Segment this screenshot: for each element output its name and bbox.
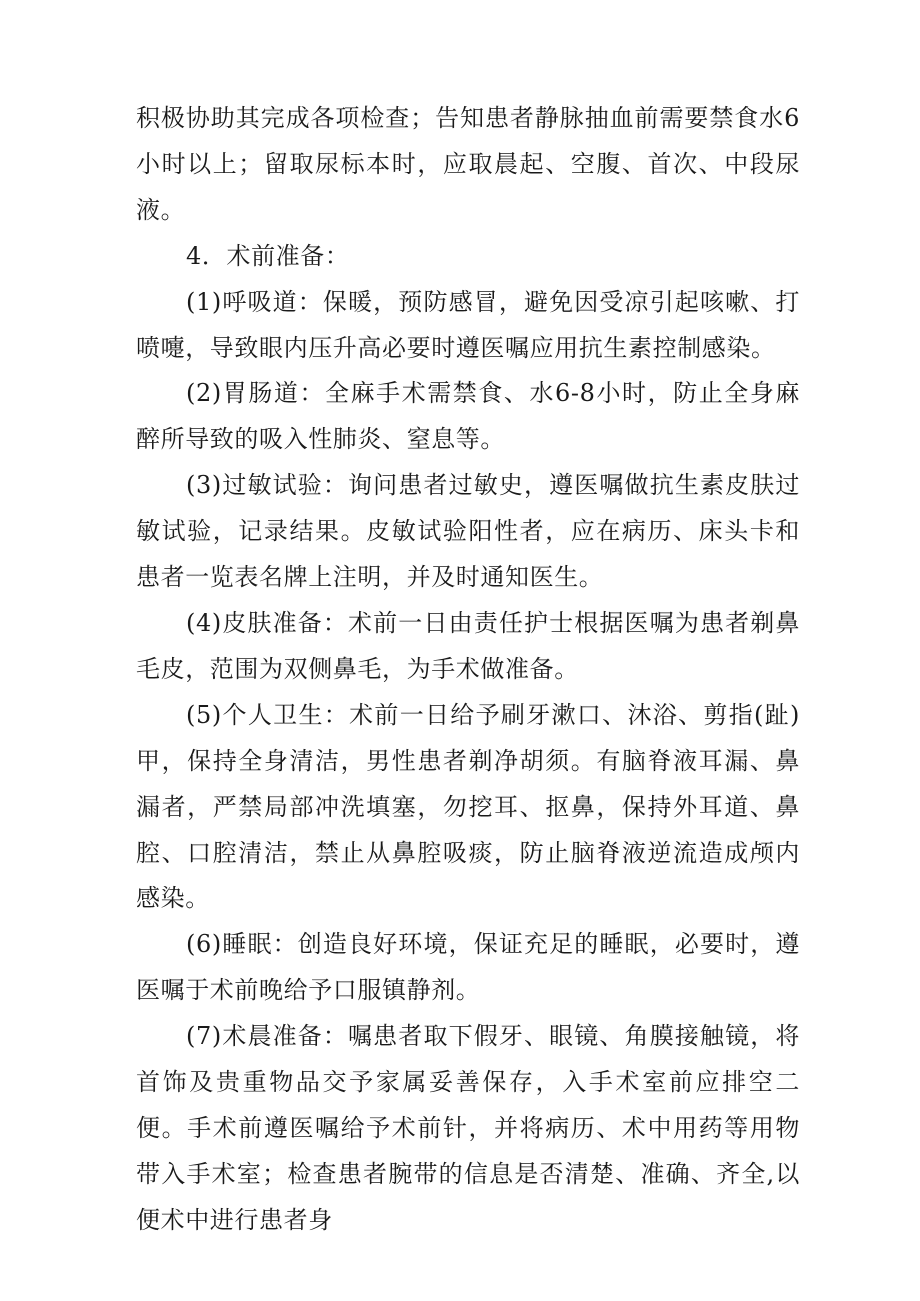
paragraph-allergy-test: (3)过敏试验：询问患者过敏史，遵医嘱做抗生素皮肤过敏试验，记录结果。皮敏试验阳性者，应在病历、床头卡和患者一览表名牌上注明，并及时通知医生。 — [136, 471, 800, 592]
paragraph-continued-exams: 积极协助其完成各项检查；告知患者静脉抽血前需要禁食水6小时以上；留取尿标本时，应取晨起、空腹、首次、中段尿液。 — [136, 104, 800, 224]
paragraph-skin-prep: (4)皮肤准备：术前一日由责任护士根据医嘱为患者剃鼻毛皮，范围为双侧鼻毛，为手术做准备。 — [136, 608, 800, 683]
paragraph-respiratory: (1)呼吸道：保暖，预防感冒，避免因受凉引起咳嗽、打喷嚏，导致眼内压升高必要时遵医嘱应用抗生素控制感染。 — [136, 287, 800, 362]
document-body — [136, 96, 800, 1244]
paragraph-morning-prep: (7)术晨准备：嘱患者取下假牙、眼镜、角膜接触镜，将首饰及贵重物品交予家属妥善保存，入手术室前应排空二便。手术前遵医嘱给予术前针，并将病历、术中用药等用物带入手术室；检查患者腕带的信息是否清楚、准确、齐全,以便术中进行患者身 — [136, 1022, 800, 1234]
section-heading-preop: 4．术前准备： — [186, 241, 350, 270]
paragraph-sleep: (6)睡眠：创造良好环境，保证充足的睡眠，必要时，遵医嘱于术前晚给予口服镇静剂。 — [136, 930, 800, 1005]
paragraph-hygiene: (5)个人卫生：术前一日给予刷牙漱口、沐浴、剪指(趾)甲，保持全身清洁，男性患者剃净胡须。有脑脊液耳漏、鼻漏者，严禁局部冲洗填塞，勿挖耳、抠鼻，保持外耳道、鼻腔、口腔清洁，禁止从鼻腔吸痰，防止脑脊液逆流造成颅内感染。 — [136, 700, 800, 913]
paragraph-gastrointestinal: (2)胃肠道：全麻手术需禁食、水6-8小时，防止全身麻醉所导致的吸入性肺炎、窒息等。 — [136, 379, 800, 454]
